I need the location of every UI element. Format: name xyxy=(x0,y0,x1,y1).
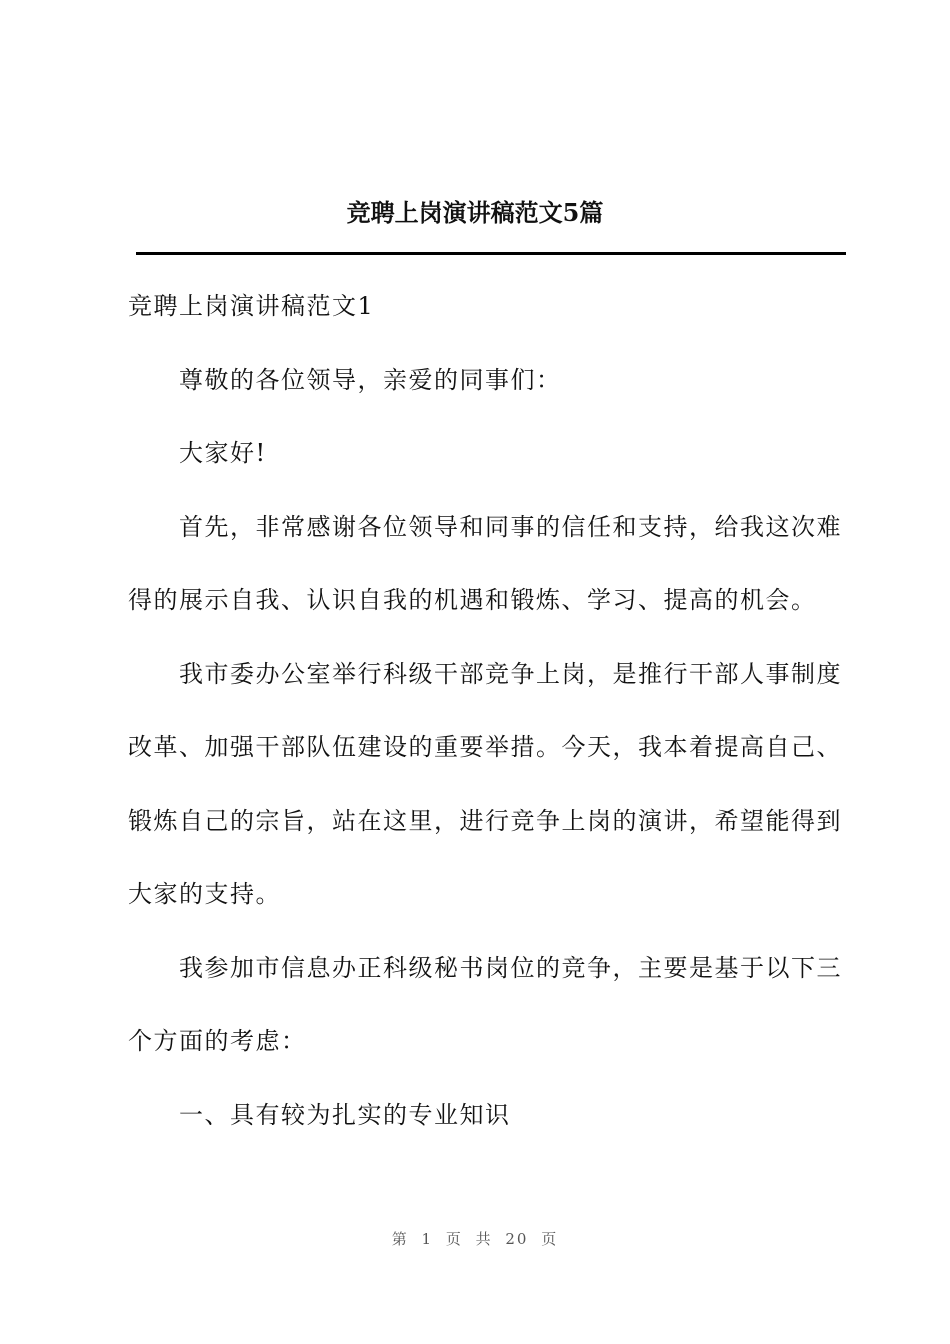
title-divider xyxy=(136,252,846,255)
page-number-footer: 第 1 页 共 20 页 xyxy=(391,1230,559,1248)
paragraph-thanks: 首先，非常感谢各位领导和同事的信任和支持，给我这次难得的展示自我、认识自我的机遇和锻炼、学习、提高的机会。 xyxy=(128,512,842,614)
paragraph-position: 我参加市信息办正科级秘书岗位的竞争，主要是基于以下三个方面的考虑： xyxy=(128,953,842,1055)
paragraph-context: 我市委办公室举行科级干部竞争上岗，是推行干部人事制度改革、加强干部队伍建设的重要举措。今天，我本着提高自己、锻炼自己的宗旨，站在这里，进行竞争上岗的演讲，希望能得到大家的支持。 xyxy=(128,659,842,908)
document-title: 竞聘上岗演讲稿范文5篇 xyxy=(346,198,604,227)
paragraph-greeting: 尊敬的各位领导，亲爱的同事们： xyxy=(179,365,562,394)
section-heading: 竞聘上岗演讲稿范文1 xyxy=(128,292,375,320)
document-body xyxy=(128,270,844,1152)
paragraph-point-one: 一、具有较为扎实的专业知识 xyxy=(179,1100,511,1129)
paragraph-hello: 大家好! xyxy=(179,439,267,467)
